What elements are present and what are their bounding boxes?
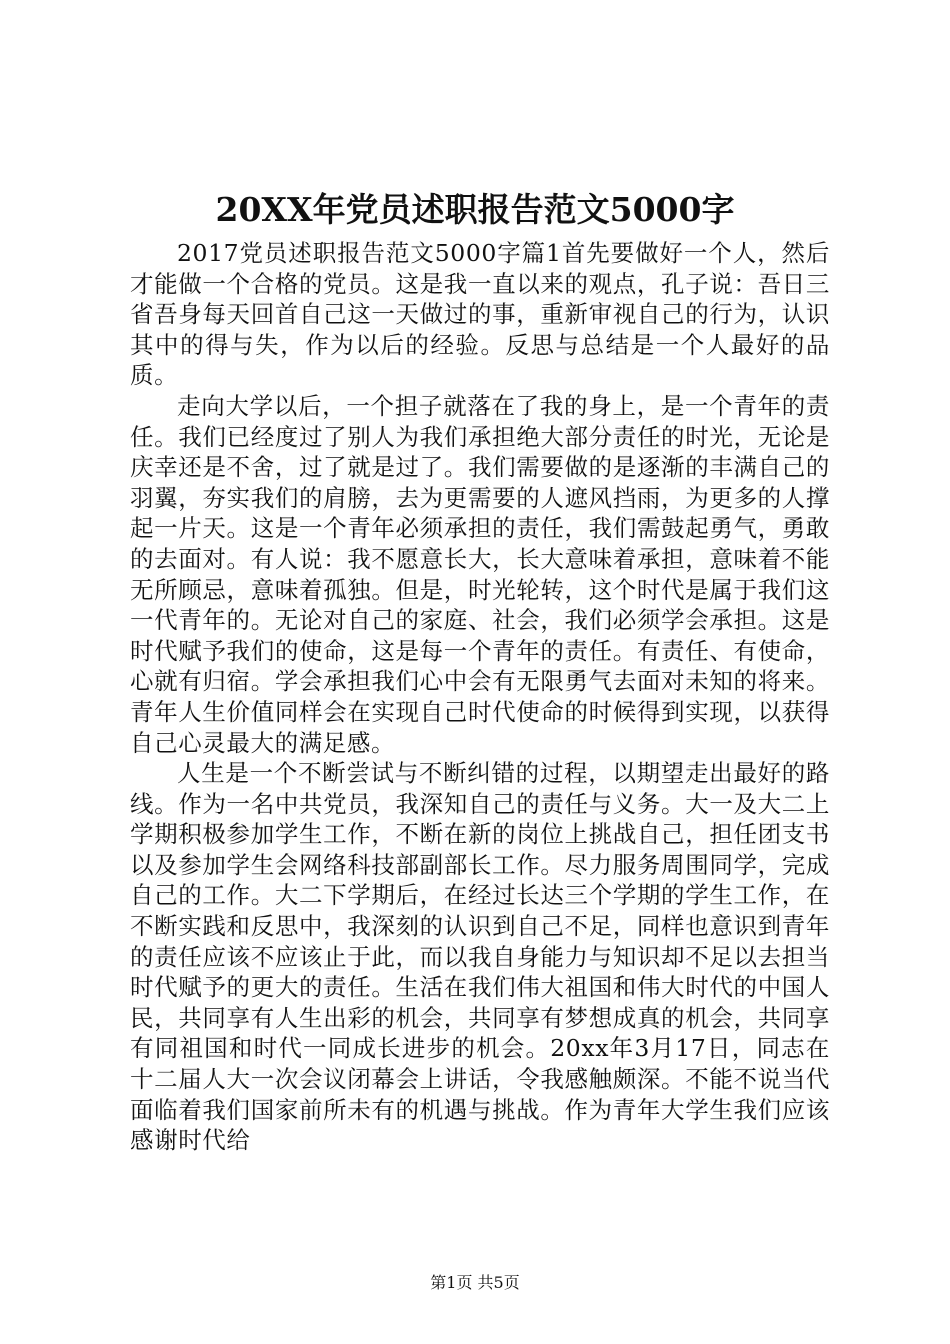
document-title: 20XX年党员述职报告范文5000字	[215, 190, 735, 229]
paragraph-3: 人生是一个不断尝试与不断纠错的过程，以期望走出最好的路线。作为一名中共党员，我深知自己的责任与义务。大一及大二上学期积极参加学生工作，不断在新的岗位上挑战自己，担任团支书以及参加学生会网络科技部副部长工作。尽力服务周围同学，完成自己的工作。大二下学期后，在经过长达三个学期的学生工作，在不断实践和反思中，我深刻的认识到自己不足，同样也意识到青年的责任应该不应该止于此，而以我自身能力与知识却不足以去担当时代赋予的更大的责任。生活在我们伟大祖国和伟大时代的中国人民，共同享有人生出彩的机会，共同享有梦想成真的机会，共同享有同祖国和时代一同成长进步的机会。20xx年3月17日，同志在十二届人大一次会议闭幕会上讲话，令我感触颇深。不能不说当代面临着我们国家前所未有的机遇与挑战。作为青年大学生我们应该感谢时代给	[130, 759, 830, 1155]
paragraph-2: 走向大学以后，一个担子就落在了我的身上，是一个青年的责任。我们已经度过了别人为我们承担绝大部分责任的时光，无论是庆幸还是不舍，过了就是过了。我们需要做的是逐渐的丰满自己的羽翼，夯实我们的肩膀，去为更需要的人遮风挡雨，为更多的人撑起一片天。这是一个青年必须承担的责任，我们需鼓起勇气，勇敢的去面对。有人说：我不愿意长大，长大意味着承担，意味着不能无所顾忌，意味着孤独。但是，时光轮转，这个时代是属于我们这一代青年的。无论对自己的家庭、社会，我们必须学会承担。这是时代赋予我们的使命，这是每一个青年的责任。有责任、有使命，心就有归宿。学会承担我们心中会有无限勇气去面对未知的将来。青年人生价值同样会在实现自己时代使命的时候得到实现，以获得自己心灵最大的满足感。	[130, 391, 830, 757]
paragraph-1: 2017党员述职报告范文5000字篇1首先要做好一个人，然后才能做一个合格的党员。这是我一直以来的观点，孔子说：吾日三省吾身每天回首自己这一天做过的事，重新审视自己的行为，认识其中的得与失，作为以后的经验。反思与总结是一个人最好的品质。	[130, 239, 830, 390]
page-footer: 第1页 共5页	[430, 1273, 520, 1292]
document-body	[130, 238, 830, 1156]
